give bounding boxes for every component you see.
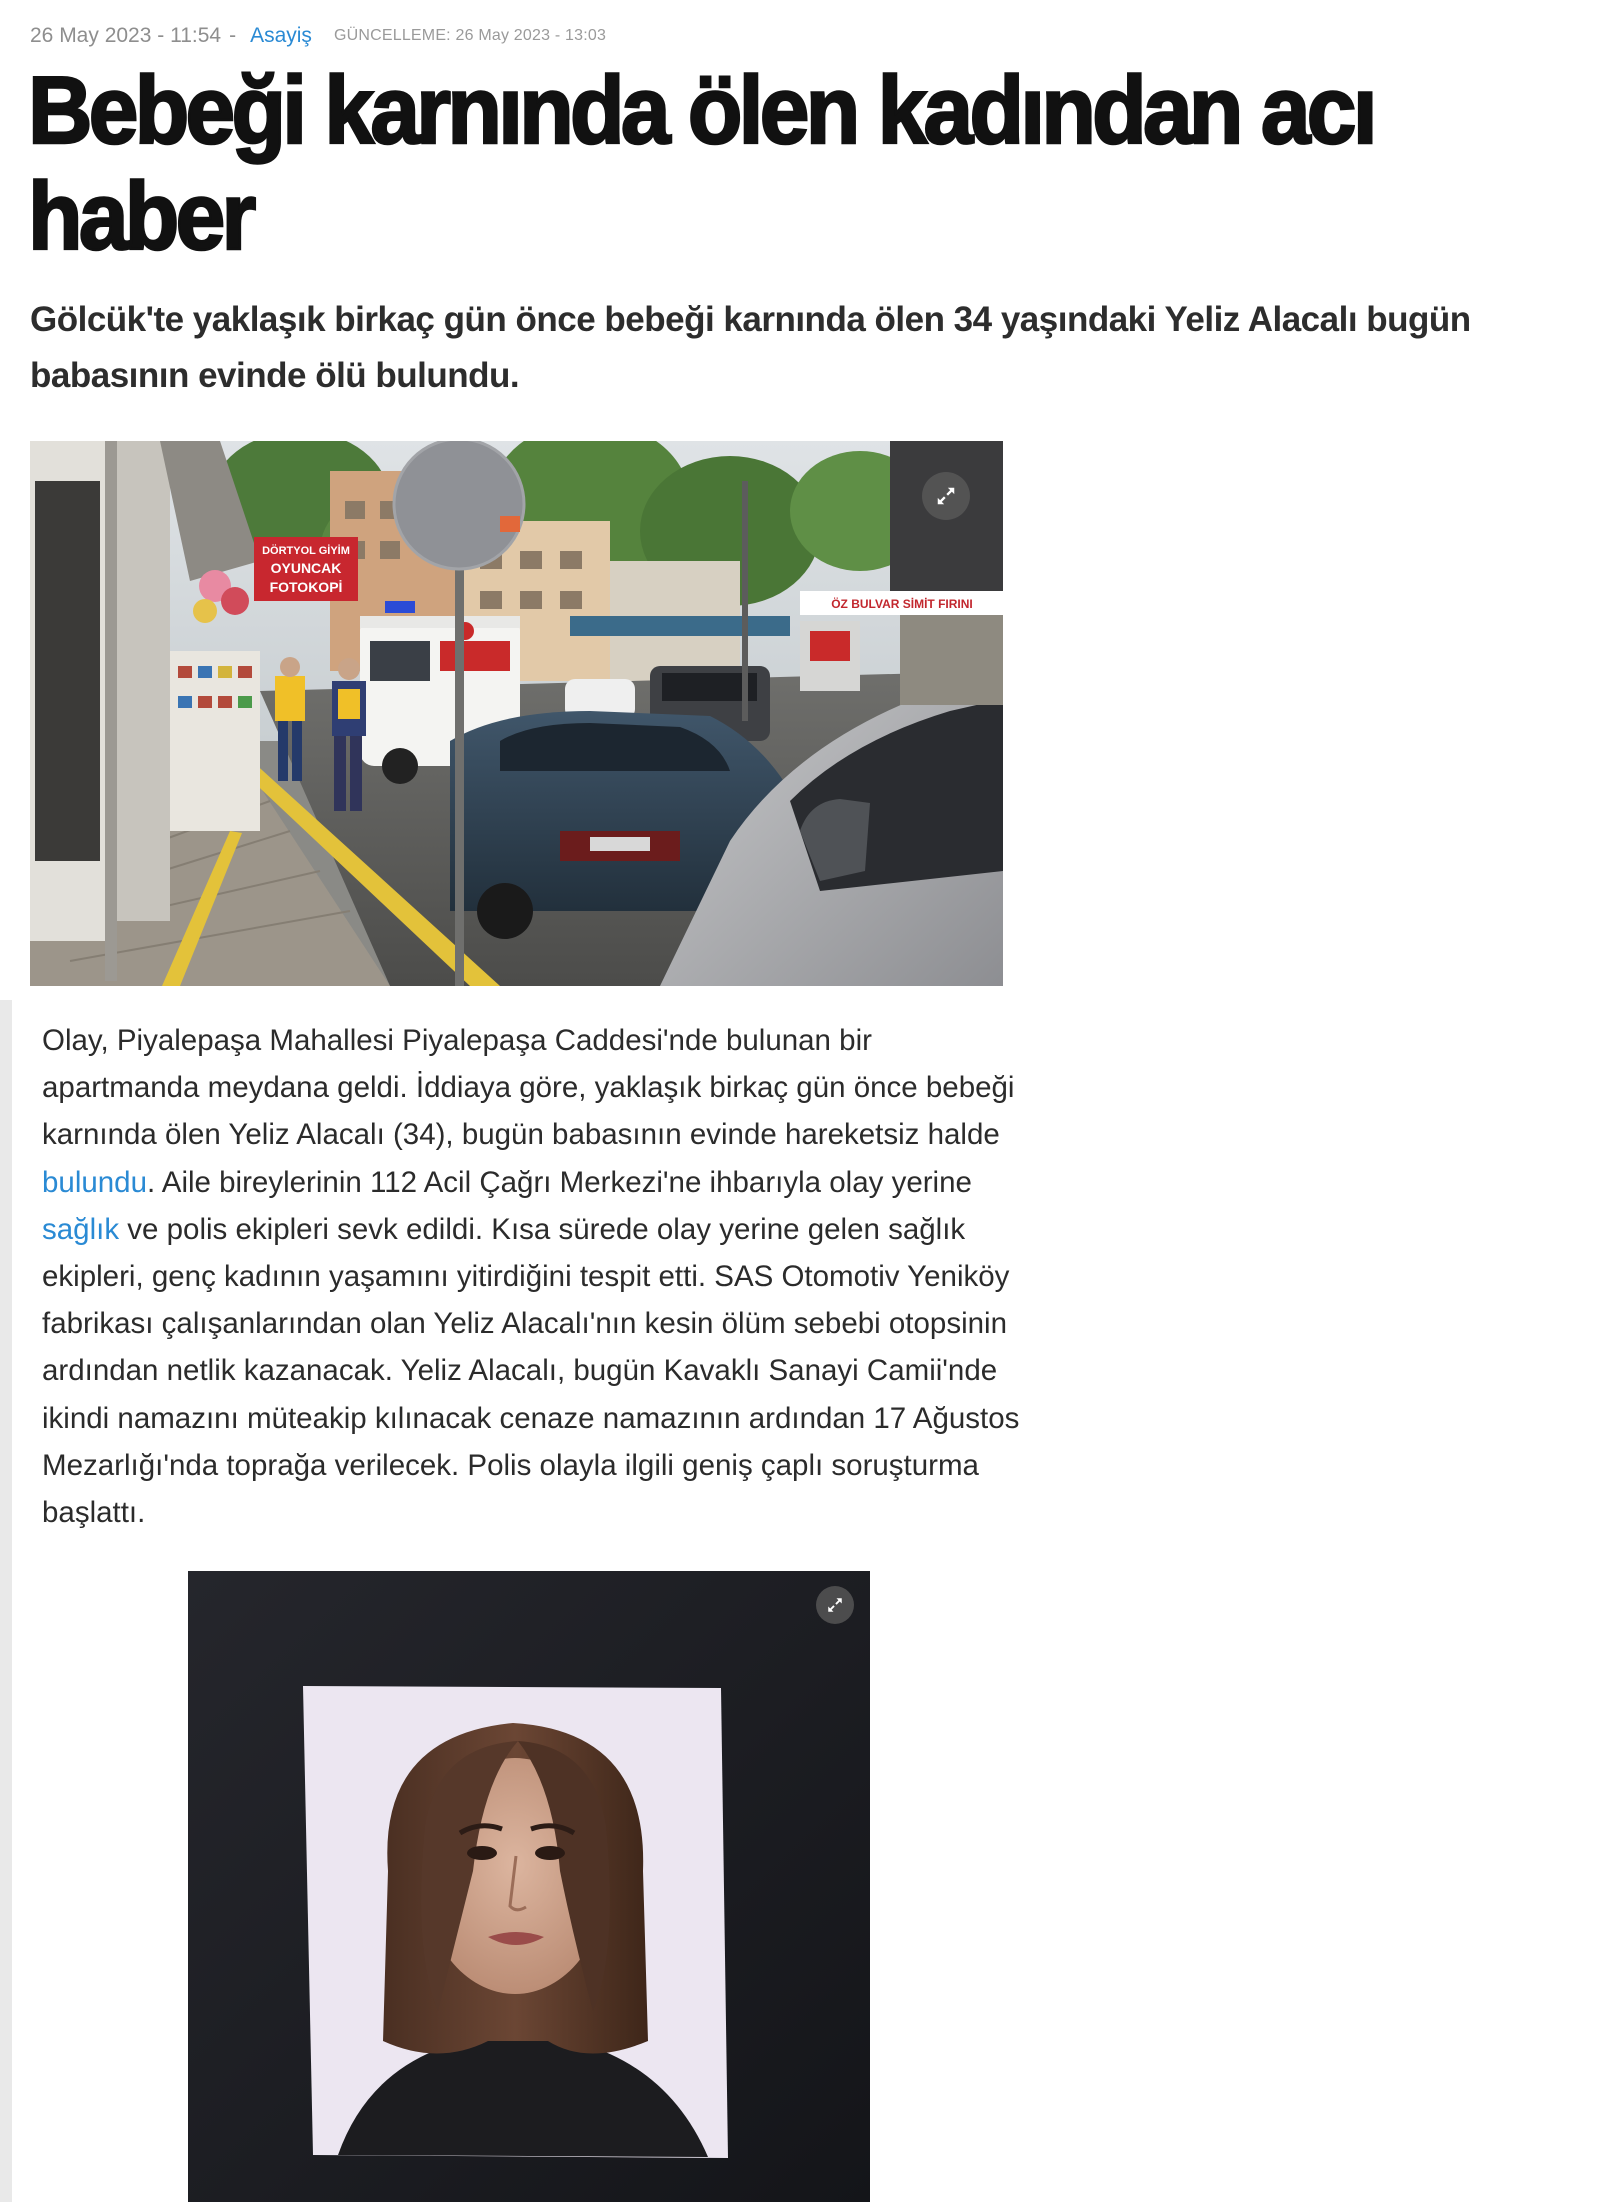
updated-date: GÜNCELLEME: 26 May 2023 - 13:03: [333, 27, 607, 44]
article-headline: Bebeği karnında ölen kadından acı haber: [28, 57, 1374, 270]
bakery-sign: ÖZ BULVAR SİMİT FIRINI: [831, 597, 973, 611]
shop-sign-line3: FOTOKOPİ: [269, 579, 343, 595]
expand-photo-button[interactable]: [922, 472, 970, 520]
portrait-illustration: [188, 1571, 870, 2202]
publish-date: 26 May 2023 - 11:54: [30, 24, 222, 47]
body-text-part3: ve polis ekipleri sevk edildi. Kısa sürede olay yerine gelen sağlık ekipleri, genç kadının yaşamını yitirdiğini tespit etti. SAS Otomotiv Yeniköy fabrikası çalışanlarından olan Yeliz Alacalı'nın kesin ölüm sebebi otopsinin ardından netlik kazanacak. Yeliz Alacalı, bugün Kavaklı Sanayi Camii'nde ikindi namazını müteakip kılınacak cenaze namazının ardından 17 Ağustos Mezarlığı'nda toprağa verilecek. Polis olayla ilgili geniş çaplı soruşturma başlattı.: [42, 1212, 1020, 1530]
link-saglik[interactable]: sağlık: [42, 1212, 120, 1246]
article-body: [42, 1017, 1022, 1536]
content-side-rule: [0, 1000, 12, 2202]
main-article-photo[interactable]: [30, 441, 1003, 986]
expand-portrait-button[interactable]: [816, 1586, 854, 1624]
street-scene-illustration: [30, 441, 1003, 986]
article-meta: [30, 20, 606, 52]
expand-arrows-icon: [935, 485, 957, 507]
link-bulundu[interactable]: bulundu: [42, 1165, 147, 1199]
portrait-photo[interactable]: [188, 1571, 870, 2202]
body-text-part1: Olay, Piyalepaşa Mahallesi Piyalepaşa Caddesi'nde bulunan bir apartmanda meydana geldi. İddiaya göre, yaklaşık birkaç gün önce bebeği karnında ölen Yeliz Alacalı (34), bugün babasının evinde hareketsiz halde: [42, 1024, 1015, 1152]
category-link[interactable]: Asayiş: [250, 24, 312, 47]
body-text-part2: . Aile bireylerinin 112 Acil Çağrı Merkezi'ne ihbarıyla olay yerine: [147, 1165, 972, 1199]
shop-sign-line2: OYUNCAK: [270, 560, 342, 576]
shop-sign-line1: DÖRTYOL GİYİM: [262, 545, 350, 557]
meta-separator: -: [229, 24, 237, 47]
article-summary: Gölcük'te yaklaşık birkaç gün önce bebeği karnında ölen 34 yaşındaki Yeliz Alacalı bugün babasının evinde ölü bulundu.: [30, 300, 1471, 395]
expand-arrows-icon: [826, 1596, 844, 1614]
